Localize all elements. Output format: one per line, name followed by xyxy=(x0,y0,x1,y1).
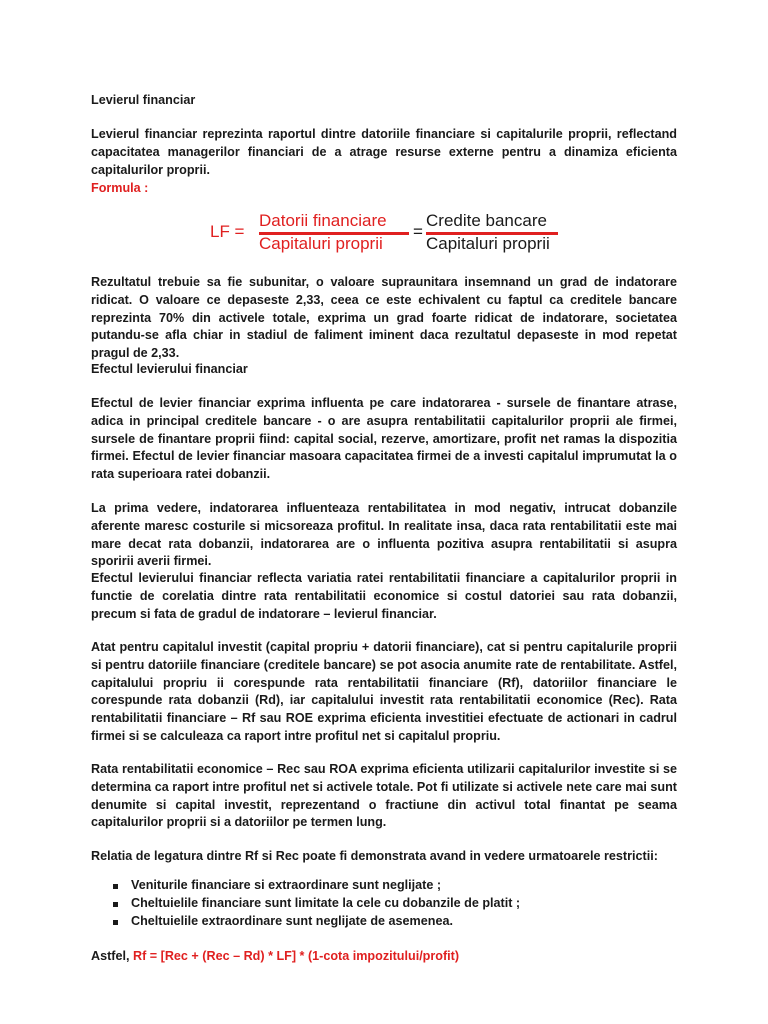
heading-efectul-levierului: Efectul levierului financiar xyxy=(91,362,248,376)
final-formula: Rf = [Rec + (Rec – Rd) * LF] * (1-cota impozitului/profit) xyxy=(133,949,460,963)
formula-denominator-1: Capitaluri proprii xyxy=(259,234,383,253)
restrictions-list xyxy=(91,877,677,930)
formula-lf xyxy=(210,208,570,268)
formula-equals: = xyxy=(413,222,423,241)
bullet-icon xyxy=(113,884,118,889)
bullet-icon xyxy=(113,920,118,925)
list-item: Cheltuielile financiare sunt limitate la cele cu dobanzile de platit ; xyxy=(91,895,677,913)
list-item: Veniturile financiare si extraordinare sunt neglijate ; xyxy=(91,877,677,895)
formula-numerator-2: Credite bancare xyxy=(426,211,547,230)
paragraph-efect-levier: Efectul de levier financiar exprima influenta pe care indatorarea - sursele de finantare atrase, adica in principal creditele bancare - o are asupra rentabilitatii capitalurilor proprii ale firmei, sursele de finantare proprii fiind: capital social, rezerve, amortizare, profit net ramas la dispozitia firmei. Efectul de levier financiar masoara capacitatea firmei de a investi capitalul imprumutat la o rata superioara ratei dobanzii. xyxy=(91,396,677,482)
paragraph-rec: Rata rentabilitatii economice – Rec sau ROA exprima eficienta utilizarii capitalurilor investite si se determina ca raport intre profitul net si activele totale. Pot fi utilizate si activele nete care mai sunt denumite si capital investit, reprezentand o fractiune din activul total finantat pe seama capitalurilor proprii si a datoriilor pe termen lung. xyxy=(91,762,677,830)
paragraph-prima-vedere: La prima vedere, indatorarea influenteaza rentabilitatea in mod negativ, intrucat dobanzile aferente maresc costurile si micsoreaza profitul. In realitate insa, daca rata rentabilitatii este mai mare decat rata dobanzii, indatorarea are o influenta pozitiva asupra rentabilitatii si asupra sporirii averii firmei. xyxy=(91,501,677,569)
final-prefix: Astfel, xyxy=(91,949,133,963)
formula-label: Formula : xyxy=(91,181,149,195)
paragraph-rate-rentabilitate: Atat pentru capitalul investit (capital propriu + datorii financiare), cat si pentru capitalurile proprii si pentru datoriile financiare (creditele bancare) se pot asocia anumite rate de rentabilitate. Astfel, capitalului propriu ii corespunde rata rentabilitatii financiare (Rf), datoriilor financiare le corespunde rata dobanzii (Rd), iar capitalului investit rata rentabilitatii economice (Rec). Rata rentabilitatii financiare – Rf sau ROE exprima eficienta investitiei efectuate de actionari in cadrul firmei si se calculeaza ca raport intre profitul net si capitalul propriu. xyxy=(91,640,677,743)
list-item: Cheltuielile extraordinare sunt neglijate de asemenea. xyxy=(91,913,677,931)
formula-denominator-2: Capitaluri proprii xyxy=(426,234,550,253)
final-formula-line xyxy=(91,948,677,966)
paragraph-definition: Levierul financiar reprezinta raportul dintre datoriile financiare si capitalurile proprii, reflectand capacitatea managerilor financiari de a atrage resurse externe pentru a dinamiza eficienta capitalurilor proprii. xyxy=(91,127,677,177)
formula-lhs: LF = xyxy=(210,222,245,241)
formula-numerator-1: Datorii financiare xyxy=(259,211,387,230)
paragraph-result: Rezultatul trebuie sa fie subunitar, o valoare supraunitara insemnand un grad de indatorare ridicat. O valoare ce depaseste 2,33, ceea ce este echivalent cu faptul ca creditele bancare reprezinta 70% din activele totale, exprima un grad foarte ridicat de indatorare, societatea putandu-se afla chiar in stadiul de faliment iminent daca rezultatul depaseste in mod repetat pragul de 2,33. xyxy=(91,275,677,361)
heading-levierul-financiar: Levierul financiar xyxy=(91,93,196,107)
paragraph-relatia: Relatia de legatura dintre Rf si Rec poate fi demonstrata avand in vedere urmatoarele restrictii: xyxy=(91,849,658,863)
bullet-icon xyxy=(113,902,118,907)
paragraph-variatia: Efectul levierului financiar reflecta variatia ratei rentabilitatii financiare a capitalurilor proprii in functie de corelatia dintre rata rentabilitatii economice si costul datoriei sau rata dobanzii, precum si fata de gradul de indatorare – levierul financiar. xyxy=(91,571,677,621)
